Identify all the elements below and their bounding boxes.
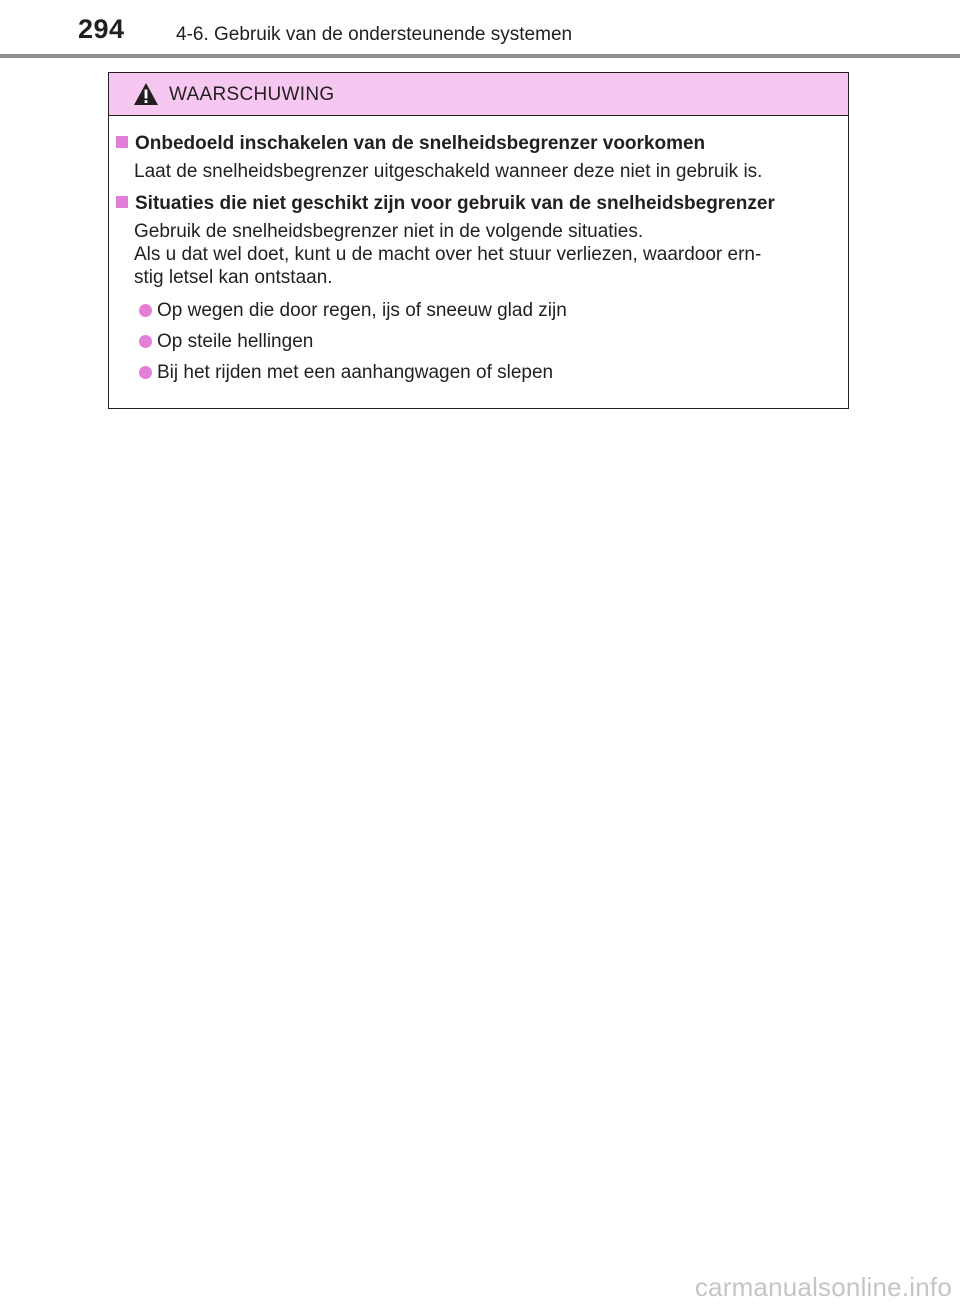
round-bullet-icon <box>139 304 152 317</box>
item-heading-text: Situaties die niet geschikt zijn voor gebruik van de snelheidsbegrenzer <box>135 193 775 214</box>
item-text-line: stig letsel kan ontstaan. <box>134 267 333 288</box>
item-text-line: Gebruik de snelheidsbegrenzer niet in de volgende situaties. <box>134 221 644 242</box>
round-bullet-icon <box>139 366 152 379</box>
list-item <box>139 362 553 384</box>
item-heading-text: Onbedoeld inschakelen van de snelheidsbegrenzer voorkomen <box>135 133 706 154</box>
warning-header <box>109 73 848 116</box>
section-title: 4-6. Gebruik van de ondersteunende systemen <box>176 24 573 45</box>
warning-triangle-icon <box>133 82 159 106</box>
list-item <box>139 331 313 353</box>
page-header <box>0 0 960 58</box>
item-heading <box>116 193 775 215</box>
square-bullet-icon <box>116 136 128 148</box>
round-bullet-icon <box>139 335 152 348</box>
warning-title: WAARSCHUWING <box>169 84 335 105</box>
list-item-text: Op steile hellingen <box>157 331 314 352</box>
list-item-text: Op wegen die door regen, ijs of sneeuw glad zijn <box>157 300 567 321</box>
header-rule <box>0 54 960 58</box>
item-heading <box>116 133 705 155</box>
watermark: carmanualsonline.info <box>694 1272 952 1302</box>
item-text-line: Als u dat wel doet, kunt u de macht over het stuur verliezen, waardoor ern- <box>134 244 762 265</box>
page-number: 294 <box>78 14 125 44</box>
warning-box <box>108 72 849 409</box>
item-text-line: Laat de snelheidsbegrenzer uitgeschakeld wanneer deze niet in gebruik is. <box>134 161 763 182</box>
square-bullet-icon <box>116 196 128 208</box>
list-item-text: Bij het rijden met een aanhangwagen of slepen <box>157 362 554 383</box>
list-item <box>139 300 567 322</box>
